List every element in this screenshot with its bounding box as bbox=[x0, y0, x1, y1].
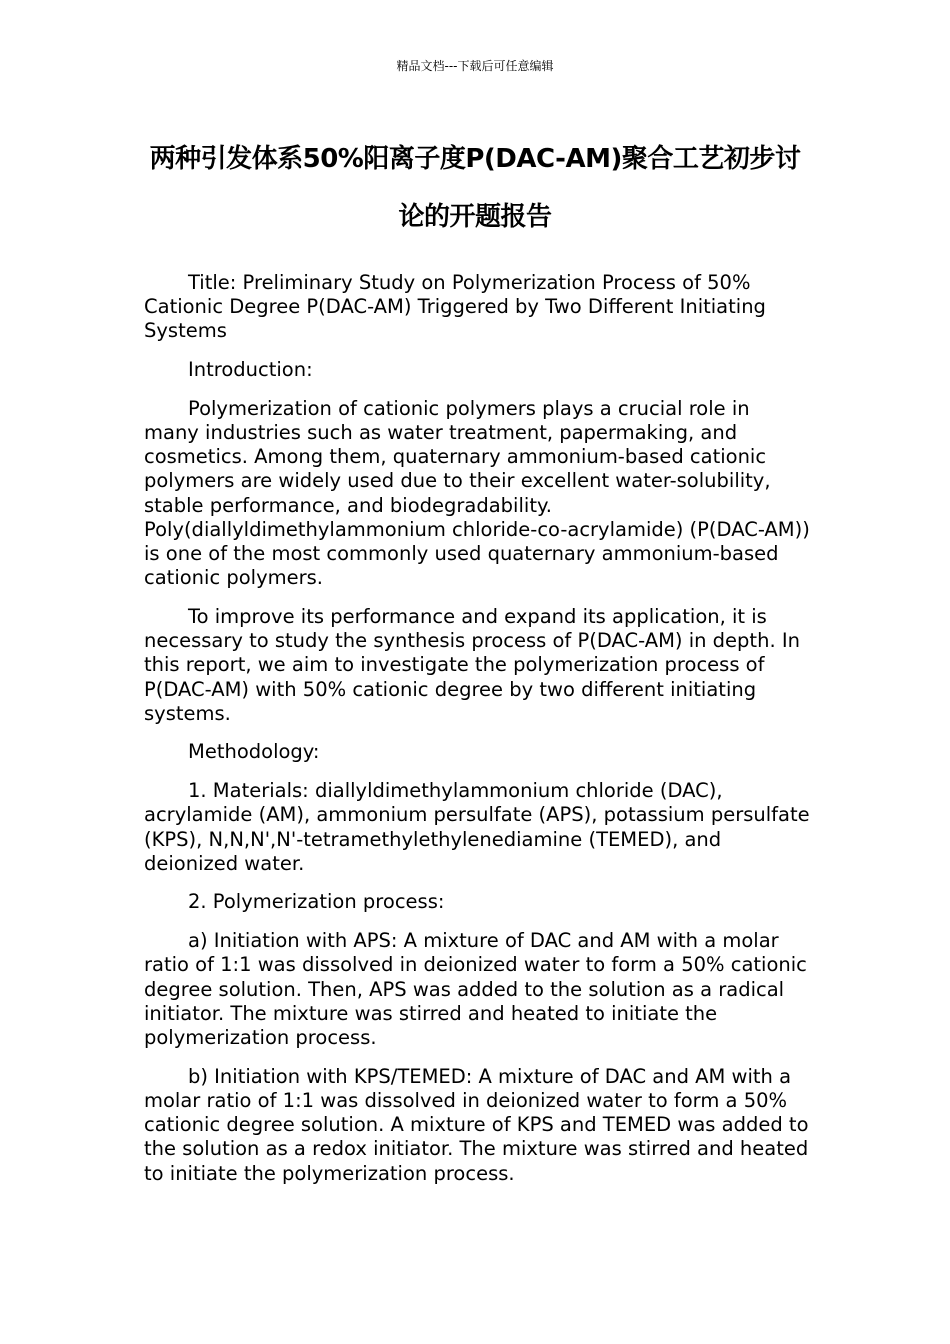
paragraph-introduction: Polymerization of cationic polymers plays a crucial role in many industries such as water treatment, papermaking, and cosmetics. Among them, quaternary ammonium-based cationic polymers are widely used due to their excellent water-solubility, stable performance, and biodegradability. Poly(diallyldimethylammonium chloride-co-acrylamide) (P(DAC-AM)) is one of the most commonly used quaternary ammonium-based cationic polymers. bbox=[144, 396, 810, 590]
document-title: 两种引发体系50%阳离子度P(DAC-AM)聚合工艺初步讨论的开题报告 bbox=[149, 144, 801, 232]
paragraph-initiation-aps: a) Initiation with APS: A mixture of DAC and AM with a molar ratio of 1:1 was dissolved in deionized water to form a 50% cationic degree solution. Then, APS was added to the solution as a radical initiator. The mixture was stirred and heated to initiate the polymerization process. bbox=[144, 929, 807, 1049]
header-note: 精品文档---下载后可任意编辑 bbox=[396, 59, 554, 73]
paragraph-process-heading: 2. Polymerization process: bbox=[188, 890, 445, 914]
paragraph-initiation-kps-temed: b) Initiation with KPS/TEMED: A mixture of DAC and AM with a molar ratio of 1:1 was dissolved in deionized water to form a 50% cationic degree solution. A mixture of KPS and TEMED was added to the solution as a redox initiator. The mixture was stirred and heated to initiate the polymerization process. bbox=[144, 1064, 809, 1185]
document-body bbox=[144, 271, 810, 1200]
paragraph-methodology-heading: Methodology: bbox=[188, 740, 320, 764]
paragraph-introduction-heading: Introduction: bbox=[188, 358, 313, 382]
paragraph-materials: 1. Materials: diallyldimethylammonium chloride (DAC), acrylamide (AM), ammonium persulfate (APS), potassium persulfate (KPS), N,N,N',N'-tetramethylethylenediamine (TEMED), and deionized water. bbox=[144, 779, 810, 875]
paragraph-aim: To improve its performance and expand its application, it is necessary to study the synthesis process of P(DAC-AM) in depth. In this report, we aim to investigate the polymerization process of P(DAC-AM) with 50% cationic degree by two different initiating systems. bbox=[144, 604, 800, 725]
paragraph-title: Title: Preliminary Study on Polymerization Process of 50% Cationic Degree P(DAC-AM) Triggered by Two Different Initiating Systems bbox=[144, 271, 766, 343]
